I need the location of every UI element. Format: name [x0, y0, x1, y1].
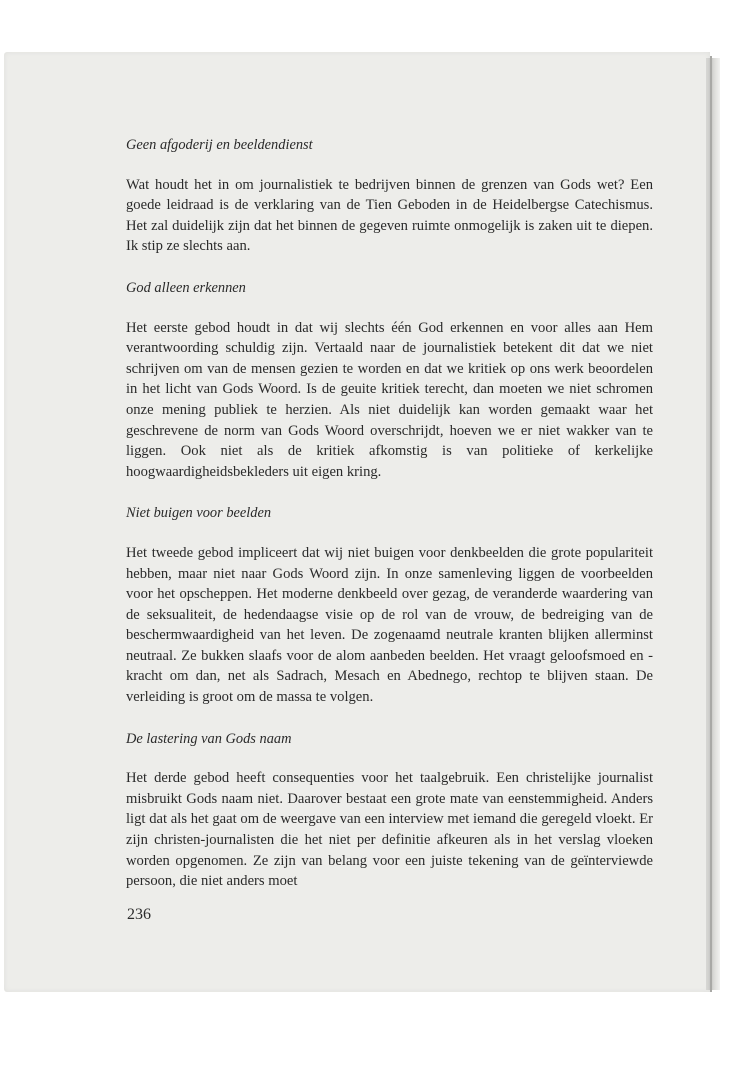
page-binding-edge [706, 58, 720, 990]
section-heading: Niet buigen voor beelden [126, 505, 272, 522]
page-fold-line [710, 56, 712, 992]
section-heading: God alleen erkennen [126, 279, 246, 296]
body-paragraph: Het tweede gebod impliceert dat wij niet buigen voor denkbeelden die grote populariteit hebben, maar niet naar Gods Woord zijn. In onze samenleving liggen de voorbeelden voor het opscheppen. Het moderne denkbeeld over gezag, de veranderde waardering van de seksualiteit, de hedendaagse visie op de rol van de vrouw, de bedreiging van de beschermwaardigheid van het leven. De zogenaamd neutrale kranten blijken allerminst neutraal. Ze bukken slaafs voor de alom aanbeden beelden. Het vraagt geloofsmoed en -kracht om dan, net als Sadrach, Mesach en Abednego, rechtop te blijven staan. De verleiding is groot om de massa te volgen. [126, 544, 653, 706]
body-paragraph: Het derde gebod heeft consequenties voor het taalgebruik. Een christelijke journalist misbruikt Gods naam niet. Daarover bestaat een grote mate van eenstemmigheid. Anders ligt dat als het gaat om de weergave van een interview met iemand die geregeld vloekt. Er zijn christen-journalisten die het niet per definitie afkeuren als in het verslag vloeken worden opgenomen. Ze zijn van belang voor een juiste tekening van de geïnterviewde persoon, die niet anders moet [126, 770, 653, 890]
section-heading: Geen afgoderij en beeldendienst [126, 137, 313, 153]
page-number: 236 [127, 906, 151, 923]
section-heading: De lastering van Gods naam [126, 730, 292, 747]
body-paragraph: Het eerste gebod houdt in dat wij slechts één God erkennen en voor alles aan Hem verantwoording schuldig zijn. Vertaald naar de journalistiek betekent dit dat we niet schrijven om van de mensen gezien te worden en dat we kritiek op ons werk beoordelen in het licht van Gods Woord. Is de geuite kritiek terecht, dan moeten we niet schromen onze mening publiek te herzien. Als niet duidelijk kan worden gemaakt waar het geschrevene de norm van Gods Woord overschrijdt, hoeven we er niet wakker van te liggen. Ook niet als de kritiek afkomstig is van politieke of kerkelijke hoogwaardigheidsbekleders uit eigen kring. [126, 319, 653, 480]
page-text-column [126, 135, 653, 892]
body-paragraph: Wat houdt het in om journalistiek te bedrijven binnen de grenzen van Gods wet? Een goede leidraad is de verklaring van de Tien Geboden in de Heidelbergse Catechismus. Het zal duidelijk zijn dat het binnen de gegeven ruimte onmogelijk is zaken uit te diepen. Ik stip ze slechts aan. [126, 176, 653, 255]
